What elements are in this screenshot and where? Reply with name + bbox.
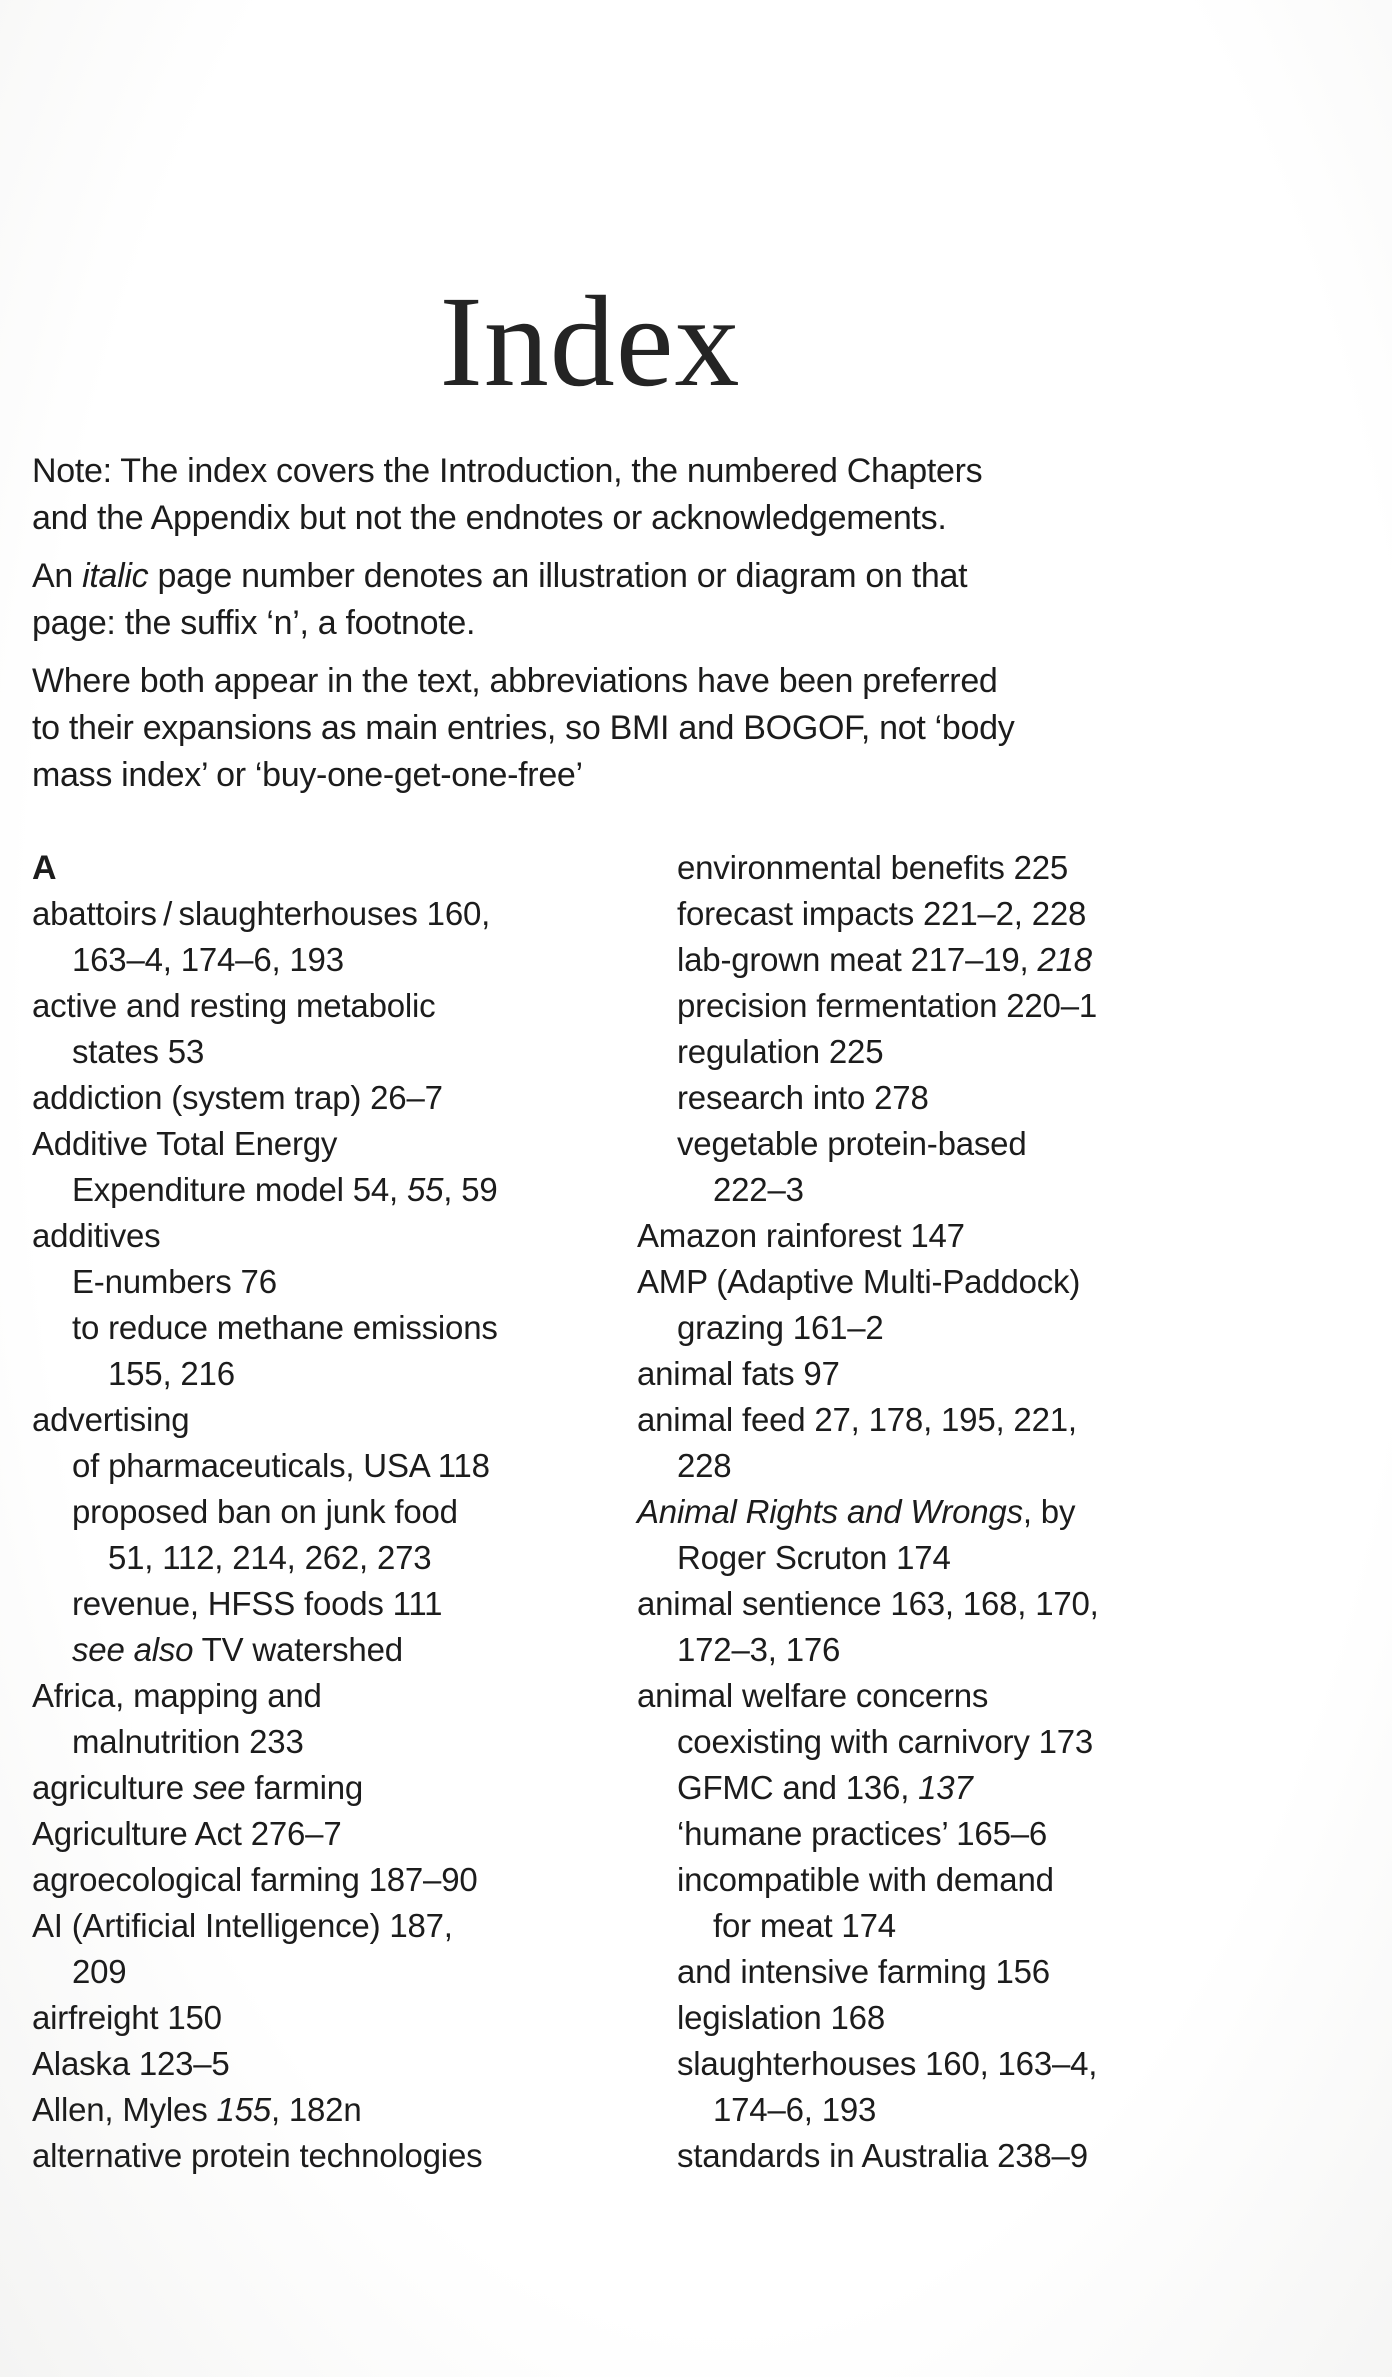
text-segment: Alaska 123–5 bbox=[32, 2045, 230, 2082]
text-segment: 163–4, 174–6, 193 bbox=[72, 941, 344, 978]
text-segment: for meat 174 bbox=[713, 1907, 896, 1944]
index-entry bbox=[32, 1581, 588, 1627]
italic-text: 218 bbox=[1037, 941, 1092, 978]
index-entry bbox=[32, 1397, 588, 1443]
text-segment: Roger Scruton 174 bbox=[677, 1539, 951, 1576]
index-entry bbox=[637, 1765, 1148, 1811]
index-entry bbox=[637, 891, 1148, 937]
index-entry bbox=[637, 1673, 1148, 1719]
text-segment: agriculture bbox=[32, 1769, 193, 1806]
text-segment: regulation 225 bbox=[677, 1033, 884, 1070]
note-line bbox=[32, 495, 1148, 542]
text-segment: AMP (Adaptive Multi-Paddock) bbox=[637, 1263, 1081, 1300]
text-segment: animal sentience 163, 168, 170, bbox=[637, 1585, 1099, 1622]
index-entry bbox=[637, 2133, 1148, 2179]
text-segment: Note: The index covers the Introduction, the numbered Chapters bbox=[32, 452, 983, 490]
index-entry bbox=[32, 1259, 588, 1305]
italic-text: 137 bbox=[918, 1769, 973, 1806]
text-segment: Amazon rainforest 147 bbox=[637, 1217, 965, 1254]
section-letter bbox=[32, 845, 588, 891]
index-entry bbox=[32, 1213, 588, 1259]
index-entry bbox=[637, 1305, 1148, 1351]
note-paragraph bbox=[32, 448, 1148, 542]
index-entry bbox=[637, 1167, 1148, 1213]
index-entry bbox=[32, 1811, 588, 1857]
italic-text: see bbox=[192, 1769, 246, 1806]
text-segment: lab-grown meat 217–19, bbox=[677, 941, 1038, 978]
index-entry bbox=[637, 1811, 1148, 1857]
text-segment: 209 bbox=[72, 1953, 127, 1990]
text-segment: standards in Australia 238–9 bbox=[677, 2137, 1088, 2174]
index-entry bbox=[637, 1903, 1148, 1949]
index-entry bbox=[32, 2041, 588, 2087]
index-entry bbox=[32, 2087, 588, 2133]
index-entry bbox=[637, 845, 1148, 891]
italic-text: italic bbox=[82, 557, 149, 595]
note-line bbox=[32, 658, 1148, 705]
text-segment: Africa, mapping and bbox=[32, 1677, 322, 1714]
text-segment: advertising bbox=[32, 1401, 190, 1438]
text-segment: GFMC and 136, bbox=[677, 1769, 919, 1806]
text-segment: environmental benefits 225 bbox=[677, 849, 1069, 886]
text-segment: airfreight 150 bbox=[32, 1999, 222, 2036]
note-line bbox=[32, 600, 1148, 647]
index-entry bbox=[32, 1903, 588, 1949]
text-segment: , 182n bbox=[270, 2091, 362, 2128]
text-segment: coexisting with carnivory 173 bbox=[677, 1723, 1094, 1760]
italic-text: 155 bbox=[216, 2091, 271, 2128]
index-entry bbox=[32, 1719, 588, 1765]
text-segment: page: the suffix ‘n’, a footnote. bbox=[32, 604, 476, 642]
italic-text: see also bbox=[72, 1631, 194, 1668]
text-segment: E-numbers 76 bbox=[72, 1263, 277, 1300]
text-segment: addiction (system trap) 26–7 bbox=[32, 1079, 443, 1116]
index-entry bbox=[32, 937, 588, 983]
text-segment: Agriculture Act 276–7 bbox=[32, 1815, 342, 1852]
text-segment: to their expansions as main entries, so BMI and BOGOF, not ‘body bbox=[32, 709, 1015, 747]
text-segment: 222–3 bbox=[713, 1171, 804, 1208]
text-segment: 174–6, 193 bbox=[713, 2091, 877, 2128]
index-entry bbox=[32, 983, 588, 1029]
index-column-right bbox=[637, 845, 1148, 2179]
text-segment: Allen, Myles bbox=[32, 2091, 217, 2128]
text-segment: and intensive farming 156 bbox=[677, 1953, 1050, 1990]
index-entry bbox=[637, 1995, 1148, 2041]
index-entry bbox=[637, 1535, 1148, 1581]
index-entry bbox=[32, 1489, 588, 1535]
index-entry bbox=[32, 1443, 588, 1489]
index-entry bbox=[32, 1167, 588, 1213]
text-segment: 51, 112, 214, 262, 273 bbox=[108, 1539, 432, 1576]
index-entry bbox=[32, 1995, 588, 2041]
index-entry bbox=[637, 2041, 1148, 2087]
index-entry bbox=[637, 983, 1148, 1029]
text-segment: mass index’ or ‘buy-one-get-one-free’ bbox=[32, 756, 583, 794]
text-segment: Additive Total Energy bbox=[32, 1125, 338, 1162]
note-paragraph bbox=[32, 658, 1148, 799]
index-entry bbox=[32, 1673, 588, 1719]
index-entry bbox=[32, 1765, 588, 1811]
page-content bbox=[32, 0, 1148, 2179]
index-entry bbox=[32, 1029, 588, 1075]
index-entry bbox=[637, 1857, 1148, 1903]
text-segment: agroecological farming 187–90 bbox=[32, 1861, 478, 1898]
index-notes bbox=[32, 448, 1148, 799]
note-line bbox=[32, 752, 1148, 799]
text-segment: animal feed 27, 178, 195, 221, bbox=[637, 1401, 1077, 1438]
text-segment: malnutrition 233 bbox=[72, 1723, 304, 1760]
text-segment: , by bbox=[1022, 1493, 1076, 1530]
index-entry bbox=[637, 937, 1148, 983]
text-segment: grazing 161–2 bbox=[677, 1309, 884, 1346]
text-segment: abattoirs / slaughterhouses 160, bbox=[32, 895, 491, 932]
index-entry bbox=[32, 2133, 588, 2179]
index-entry bbox=[32, 1949, 588, 1995]
text-segment: forecast impacts 221–2, 228 bbox=[677, 895, 1087, 932]
note-line bbox=[32, 553, 1148, 600]
text-segment: A bbox=[32, 849, 57, 887]
index-entry bbox=[637, 1351, 1148, 1397]
text-segment: vegetable protein-based bbox=[677, 1125, 1027, 1162]
index-entry bbox=[637, 1949, 1148, 1995]
page-title: Index bbox=[439, 270, 741, 414]
text-segment: TV watershed bbox=[193, 1631, 403, 1668]
index-entry bbox=[637, 1489, 1148, 1535]
index-entry bbox=[32, 1627, 588, 1673]
text-segment: , 59 bbox=[443, 1171, 498, 1208]
text-segment: and the Appendix but not the endnotes or acknowledgements. bbox=[32, 499, 947, 537]
text-segment: An bbox=[32, 557, 83, 595]
text-segment: farming bbox=[245, 1769, 364, 1806]
index-entry bbox=[637, 1121, 1148, 1167]
text-segment: legislation 168 bbox=[677, 1999, 885, 2036]
index-column-left bbox=[32, 845, 588, 2179]
index-entry bbox=[637, 1719, 1148, 1765]
index-entry bbox=[637, 1029, 1148, 1075]
index-entry bbox=[637, 1075, 1148, 1121]
text-segment: revenue, HFSS foods 111 bbox=[72, 1585, 443, 1622]
note-paragraph bbox=[32, 553, 1148, 647]
index-entry bbox=[32, 891, 588, 937]
index-entry bbox=[637, 1397, 1148, 1443]
index-entry bbox=[32, 1857, 588, 1903]
text-segment: animal fats 97 bbox=[637, 1355, 840, 1392]
index-entry bbox=[637, 1213, 1148, 1259]
index-entry bbox=[32, 1121, 588, 1167]
index-entry bbox=[637, 1443, 1148, 1489]
index-entry bbox=[32, 1351, 588, 1397]
index-entry bbox=[637, 1259, 1148, 1305]
index-entry bbox=[637, 1627, 1148, 1673]
text-segment: to reduce methane emissions bbox=[72, 1309, 498, 1346]
text-segment: research into 278 bbox=[677, 1079, 929, 1116]
text-segment: page number denotes an illustration or diagram on that bbox=[148, 557, 968, 595]
text-segment: slaughterhouses 160, 163–4, bbox=[677, 2045, 1098, 2082]
text-segment: AI (Artificial Intelligence) 187, bbox=[32, 1907, 453, 1944]
text-segment: 228 bbox=[677, 1447, 732, 1484]
text-segment: Where both appear in the text, abbreviations have been preferred bbox=[32, 662, 998, 700]
text-segment: 172–3, 176 bbox=[677, 1631, 841, 1668]
index-entry bbox=[32, 1305, 588, 1351]
text-segment: of pharmaceuticals, USA 118 bbox=[72, 1447, 490, 1484]
text-segment: animal welfare concerns bbox=[637, 1677, 989, 1714]
index-entry bbox=[637, 1581, 1148, 1627]
text-segment: precision fermentation 220–1 bbox=[677, 987, 1098, 1024]
text-segment: proposed ban on junk food bbox=[72, 1493, 458, 1530]
index-entry bbox=[637, 2087, 1148, 2133]
italic-text: Animal Rights and Wrongs bbox=[637, 1493, 1023, 1530]
text-segment: Expenditure model 54, bbox=[72, 1171, 407, 1208]
text-segment: incompatible with demand bbox=[677, 1861, 1054, 1898]
text-segment: 155, 216 bbox=[108, 1355, 235, 1392]
text-segment: ‘humane practices’ 165–6 bbox=[677, 1815, 1048, 1852]
text-segment: alternative protein technologies bbox=[32, 2137, 483, 2174]
index-entry bbox=[32, 1075, 588, 1121]
text-segment: active and resting metabolic bbox=[32, 987, 436, 1024]
text-segment: states 53 bbox=[72, 1033, 205, 1070]
index-entry bbox=[32, 1535, 588, 1581]
text-segment: additives bbox=[32, 1217, 161, 1254]
note-line bbox=[32, 705, 1148, 752]
index-columns bbox=[32, 845, 1148, 2179]
note-line bbox=[32, 448, 1148, 495]
italic-text: 55 bbox=[406, 1171, 444, 1208]
